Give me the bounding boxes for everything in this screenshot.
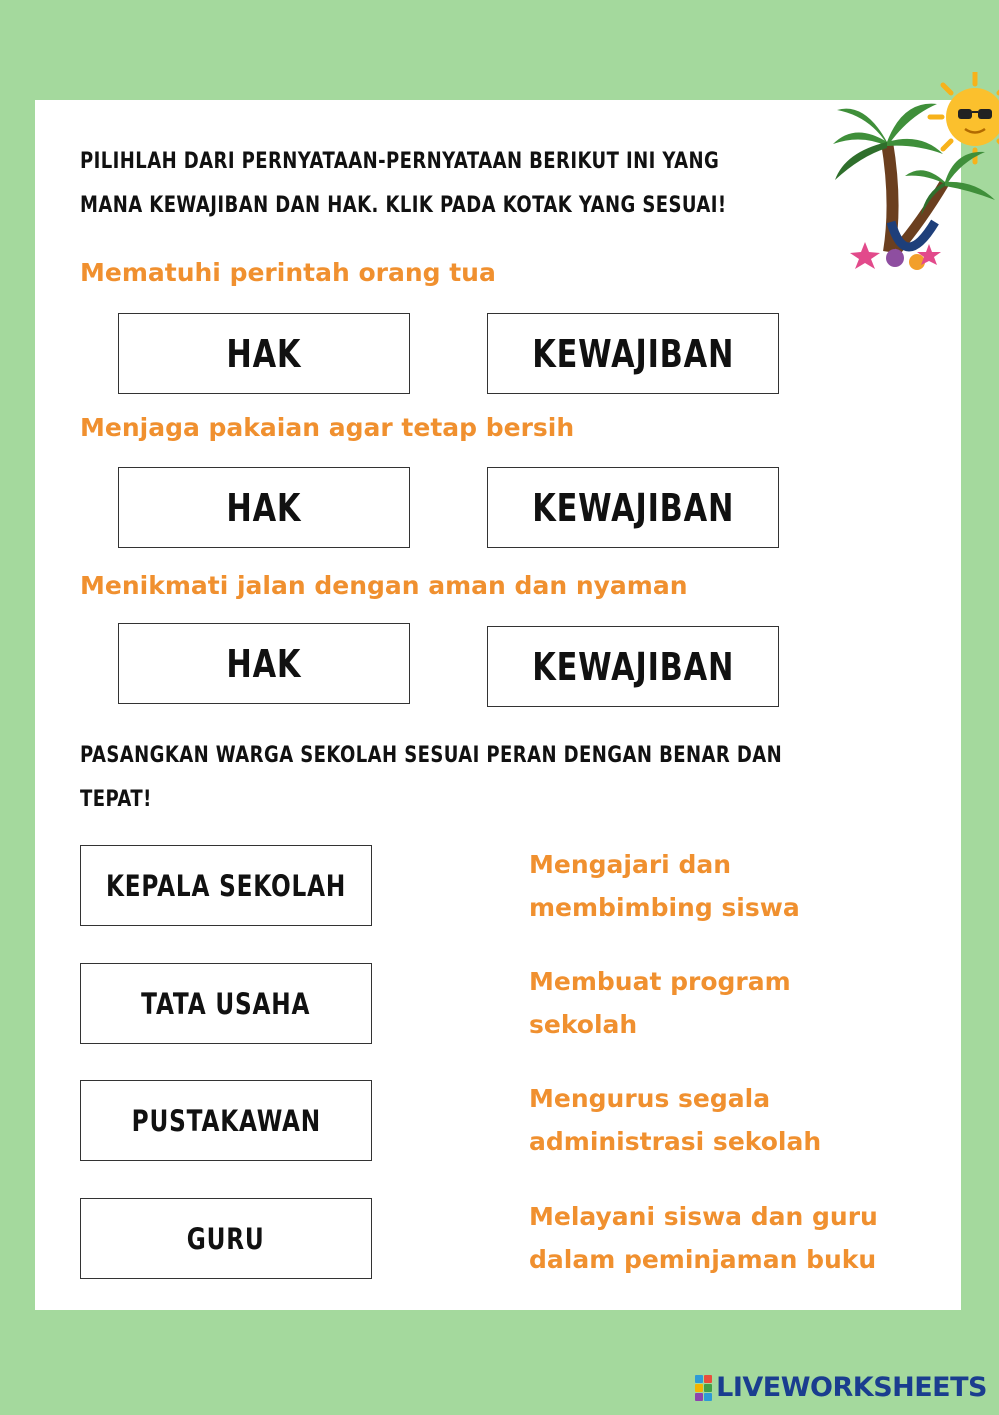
description-4[interactable] bbox=[529, 1195, 878, 1281]
kewajiban-label: KEWAJIBAN bbox=[531, 485, 734, 530]
description-1[interactable] bbox=[529, 843, 800, 929]
description-3-line-1: Mengurus segala bbox=[529, 1084, 771, 1113]
question-2-statement: Menjaga pakaian agar tetap bersih bbox=[80, 413, 575, 442]
description-3-line-2: administrasi sekolah bbox=[529, 1127, 822, 1156]
description-1-line-1: Mengajari dan bbox=[529, 850, 732, 879]
hak-label: HAK bbox=[226, 331, 302, 376]
description-2-line-1: Membuat program bbox=[529, 967, 791, 996]
instruction-line-1: PILIHLAH DARI PERNYATAAN-PERNYATAAN BERIKUT INI YANG bbox=[80, 149, 720, 174]
matching-instruction-line-1: PASANGKAN WARGA SEKOLAH SESUAI PERAN DENGAN BENAR DAN bbox=[80, 743, 783, 768]
hak-label: HAK bbox=[226, 641, 302, 686]
role-guru[interactable] bbox=[80, 1198, 372, 1279]
matching-instruction bbox=[80, 734, 900, 822]
question-3-statement: Menikmati jalan dengan aman dan nyaman bbox=[80, 571, 688, 600]
role-label: GURU bbox=[187, 1221, 265, 1256]
sun-icon bbox=[930, 72, 999, 162]
instruction-line-2: MANA KEWAJIBAN DAN HAK. KLIK PADA KOTAK YANG SESUAI! bbox=[80, 193, 727, 218]
question-3-kewajiban-button[interactable] bbox=[487, 626, 779, 707]
question-3-hak-button[interactable] bbox=[118, 623, 410, 704]
kewajiban-label: KEWAJIBAN bbox=[531, 644, 734, 689]
palm-tree-sun-illustration bbox=[825, 72, 999, 272]
role-pustakawan[interactable] bbox=[80, 1080, 372, 1161]
description-2[interactable] bbox=[529, 960, 791, 1046]
role-label: PUSTAKAWAN bbox=[131, 1103, 321, 1138]
role-kepala-sekolah[interactable] bbox=[80, 845, 372, 926]
description-4-line-1: Melayani siswa dan guru bbox=[529, 1202, 878, 1231]
worksheet-page bbox=[35, 100, 961, 1310]
liveworksheets-logo bbox=[695, 1372, 987, 1403]
description-3[interactable] bbox=[529, 1077, 821, 1163]
role-tata-usaha[interactable] bbox=[80, 963, 372, 1044]
hak-label: HAK bbox=[226, 485, 302, 530]
question-1-kewajiban-button[interactable] bbox=[487, 313, 779, 394]
description-4-line-2: dalam peminjaman buku bbox=[529, 1245, 877, 1274]
description-2-line-2: sekolah bbox=[529, 1010, 638, 1039]
question-1-hak-button[interactable] bbox=[118, 313, 410, 394]
kewajiban-label: KEWAJIBAN bbox=[531, 331, 734, 376]
instruction-heading bbox=[80, 140, 818, 228]
liveworksheets-mark-icon bbox=[695, 1375, 712, 1401]
matching-instruction-line-2: TEPAT! bbox=[80, 787, 152, 812]
description-1-line-2: membimbing siswa bbox=[529, 893, 800, 922]
question-2-kewajiban-button[interactable] bbox=[487, 467, 779, 548]
role-label: KEPALA SEKOLAH bbox=[105, 868, 347, 903]
question-1-statement: Mematuhi perintah orang tua bbox=[80, 258, 496, 287]
question-2-hak-button[interactable] bbox=[118, 467, 410, 548]
brand-name: LIVEWORKSHEETS bbox=[716, 1372, 987, 1403]
role-label: TATA USAHA bbox=[141, 986, 311, 1021]
